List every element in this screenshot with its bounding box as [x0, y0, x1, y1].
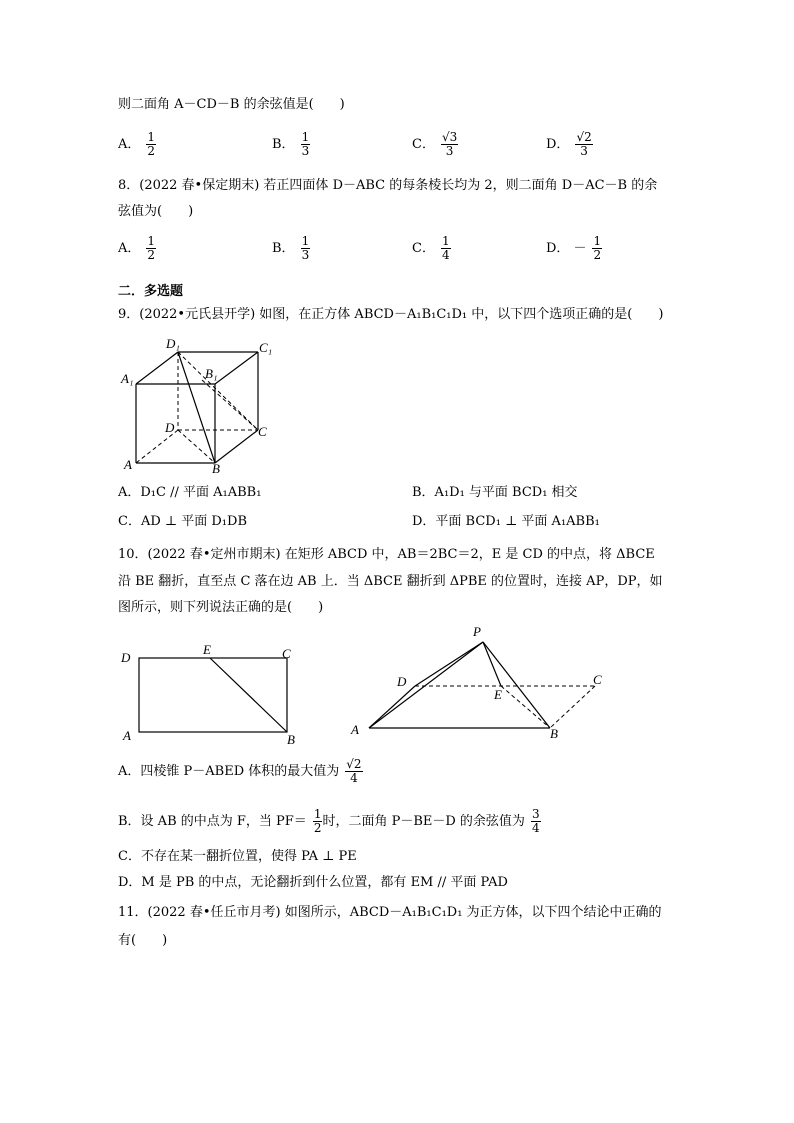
- section-heading-multiple-choice: 二．多选题: [118, 284, 184, 299]
- q8-option-a[interactable]: A． $\frac{1}{2}$: [118, 234, 156, 262]
- label-C: C: [593, 672, 602, 687]
- q9-cube-figure: [118, 332, 288, 477]
- fraction: $\frac{1}{3}$: [301, 130, 310, 158]
- q9-option-c[interactable]: C．AD ⊥ 平面 D₁DB: [118, 514, 247, 529]
- label-B1: B₁: [205, 366, 218, 381]
- label-B: B: [287, 732, 295, 747]
- label-D1: D₁: [166, 336, 180, 351]
- fraction: $\frac{1}{2}$: [593, 234, 602, 262]
- label-E: E: [203, 642, 211, 657]
- fraction: $\frac{√2}{3}$: [576, 130, 592, 158]
- q10-stem-line1: 10．(2022 春•定州市期末) 在矩形 ABCD 中，AB＝2BC＝2，E 是 CD 的中点，将 ΔBCE: [118, 547, 655, 562]
- q10-option-d[interactable]: D．M 是 PB 的中点，无论翻折到什么位置，都有 EM // 平面 PAD: [118, 875, 508, 890]
- q8-stem-line1: 8．(2022 春•保定期末) 若正四面体 D－ABC 的每条棱长均为 2，则二面角 D－AC－B 的余: [118, 178, 658, 193]
- label-C1: C₁: [259, 340, 273, 355]
- label-A: A: [351, 722, 359, 737]
- label-D: D: [397, 674, 407, 689]
- q8-option-d[interactable]: D． － $\frac{1}{2}$: [546, 234, 602, 262]
- q10-option-b[interactable]: B．设 AB 的中点为 F，当 PF＝ $\frac{1}{2}$ 时，二面角 P－BE－D 的余弦值为 $\frac{3}{4}$: [118, 807, 540, 835]
- q7-option-d[interactable]: D． $\frac{√2}{3}$: [546, 130, 592, 158]
- fraction: $\frac{1}{2}$: [147, 234, 156, 262]
- q9-option-b[interactable]: B．A₁D₁ 与平面 BCD₁ 相交: [412, 485, 578, 500]
- label-P: P: [473, 624, 481, 639]
- label-B: B: [550, 726, 558, 741]
- label-A: A: [123, 728, 131, 743]
- label-C: C: [282, 646, 291, 661]
- q10-stem-line3: 图所示，则下列说法正确的是( ): [118, 600, 324, 615]
- label-D: D: [165, 420, 175, 435]
- q10-option-a[interactable]: A．四棱锥 P－ABED 体积的最大值为 $\frac{√2}{4}$: [118, 757, 362, 785]
- q7-option-a[interactable]: A． $\frac{1}{2}$: [118, 130, 156, 158]
- label-D: D: [121, 650, 131, 665]
- q10-fold-figure: [345, 622, 615, 744]
- q8-stem-line2: 弦值为( ): [118, 204, 194, 219]
- q8-option-b[interactable]: B． $\frac{1}{3}$: [272, 234, 310, 262]
- q7-stem: 则二面角 A－CD－B 的余弦值是( ): [118, 97, 345, 112]
- label-E: E: [494, 687, 502, 702]
- fraction: $\frac{1}{2}$: [147, 130, 156, 158]
- label-A1: A₁: [121, 371, 134, 386]
- fraction: $\frac{1}{3}$: [301, 234, 310, 262]
- q7-option-b[interactable]: B． $\frac{1}{3}$: [272, 130, 310, 158]
- q11-stem-line2: 有( ): [118, 933, 168, 948]
- fraction: $\frac{3}{4}$: [531, 807, 540, 835]
- label-C: C: [258, 424, 267, 439]
- q10-rectangle-figure: [115, 640, 305, 750]
- q9-option-d[interactable]: D．平面 BCD₁ ⊥ 平面 A₁ABB₁: [412, 514, 600, 529]
- q11-stem-line1: 11．(2022 春•任丘市月考) 如图所示，ABCD－A₁B₁C₁D₁ 为正方体，以下四个结论中正确的: [118, 905, 662, 920]
- fraction: $\frac{1}{4}$: [441, 234, 450, 262]
- label-A: A: [124, 457, 132, 472]
- q10-stem-line2: 沿 BE 翻折，直至点 C 落在边 AB 上．当 ΔBCE 翻折到 ΔPBE 的位置时，连接 AP，DP，如: [118, 574, 663, 589]
- fraction: $\frac{√2}{4}$: [346, 757, 362, 785]
- fraction: $\frac{1}{2}$: [313, 807, 322, 835]
- q7-option-c[interactable]: C． $\frac{√3}{3}$: [412, 130, 458, 158]
- label-B: B: [212, 461, 220, 476]
- fraction: $\frac{√3}{3}$: [441, 130, 458, 158]
- q9-option-a[interactable]: A．D₁C // 平面 A₁ABB₁: [118, 485, 262, 500]
- q8-option-c[interactable]: C． $\frac{1}{4}$: [412, 234, 450, 262]
- q9-stem: 9．(2022•元氏县开学) 如图，在正方体 ABCD－A₁B₁C₁D₁ 中，以下四个选项正确的是( ): [118, 307, 664, 322]
- q10-option-c[interactable]: C．不存在某一翻折位置，使得 PA ⊥ PE: [118, 849, 357, 864]
